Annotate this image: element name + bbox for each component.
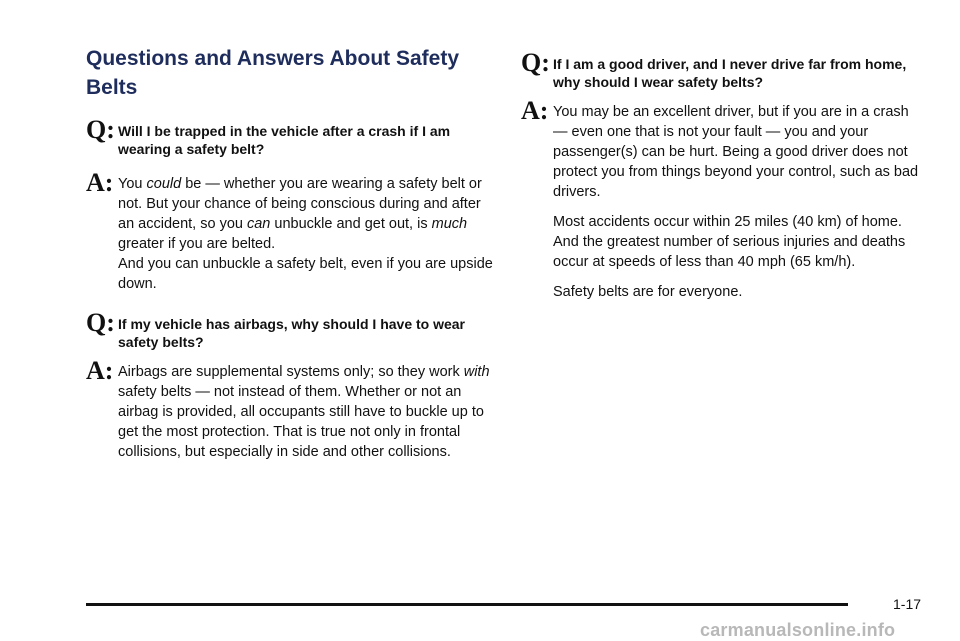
watermark: carmanualsonline.info — [700, 620, 896, 640]
question-marker: Q: — [86, 308, 115, 337]
answer-block-2 — [86, 358, 494, 462]
question-marker: Q: — [86, 115, 115, 144]
question-block-1 — [86, 117, 494, 158]
emphasis: can — [246, 216, 271, 232]
answer-paragraph: And you can unbuckle a safety belt, even if you are upside down. — [118, 256, 493, 292]
emphasis: could — [146, 176, 182, 192]
answer-paragraph: Safety belts are for everyone. — [553, 284, 743, 300]
answer-text: You may be an excellent driver, but if you are in a crash — even one that is not your fault — you and your passenger(s) can be hurt. Being a good driver does not protect you from things beyond your control, such as bad drivers. — [553, 104, 919, 200]
page-number: 1-17 — [893, 596, 922, 612]
emphasis: much — [431, 216, 468, 232]
answer-text: Airbags are supplemental systems only; so they work with safety belts — not instead of them. Whether or not an airbag is provided, all occupants still have to buckle up to get the most protection. That is true not only in frontal collisions, but especially in side and other collisions. — [118, 364, 490, 460]
emphasis: with — [463, 364, 490, 380]
answer-text: You could be — whether you are wearing a safety belt or not. But your chance of being conscious during and after an accident, so you can unbuckle and get out, is much greater if you are belted. — [118, 176, 482, 252]
question-text: If my vehicle has airbags, why should I have to wear safety belts? — [118, 316, 466, 350]
answer-marker: A: — [86, 168, 114, 197]
answer-marker: A: — [521, 96, 549, 125]
answer-marker: A: — [86, 356, 114, 385]
question-text: If I am a good driver, and I never drive far from home, why should I wear safety belts? — [553, 56, 907, 90]
question-text: Will I be trapped in the vehicle after a crash if I am wearing a safety belt? — [118, 123, 451, 157]
footer-rule — [86, 603, 848, 606]
question-block-2 — [86, 310, 494, 351]
question-block-3 — [521, 50, 921, 91]
answer-block-1 — [86, 170, 494, 294]
section-title: Questions and Answers About Safety Belts — [86, 47, 460, 99]
answer-block-3 — [521, 98, 921, 302]
answer-paragraph: Most accidents occur within 25 miles (40 km) of home. And the greatest number of serious injuries and deaths occur at speeds of less than 40 mph (65 km/h). — [553, 214, 906, 270]
question-marker: Q: — [521, 48, 550, 77]
